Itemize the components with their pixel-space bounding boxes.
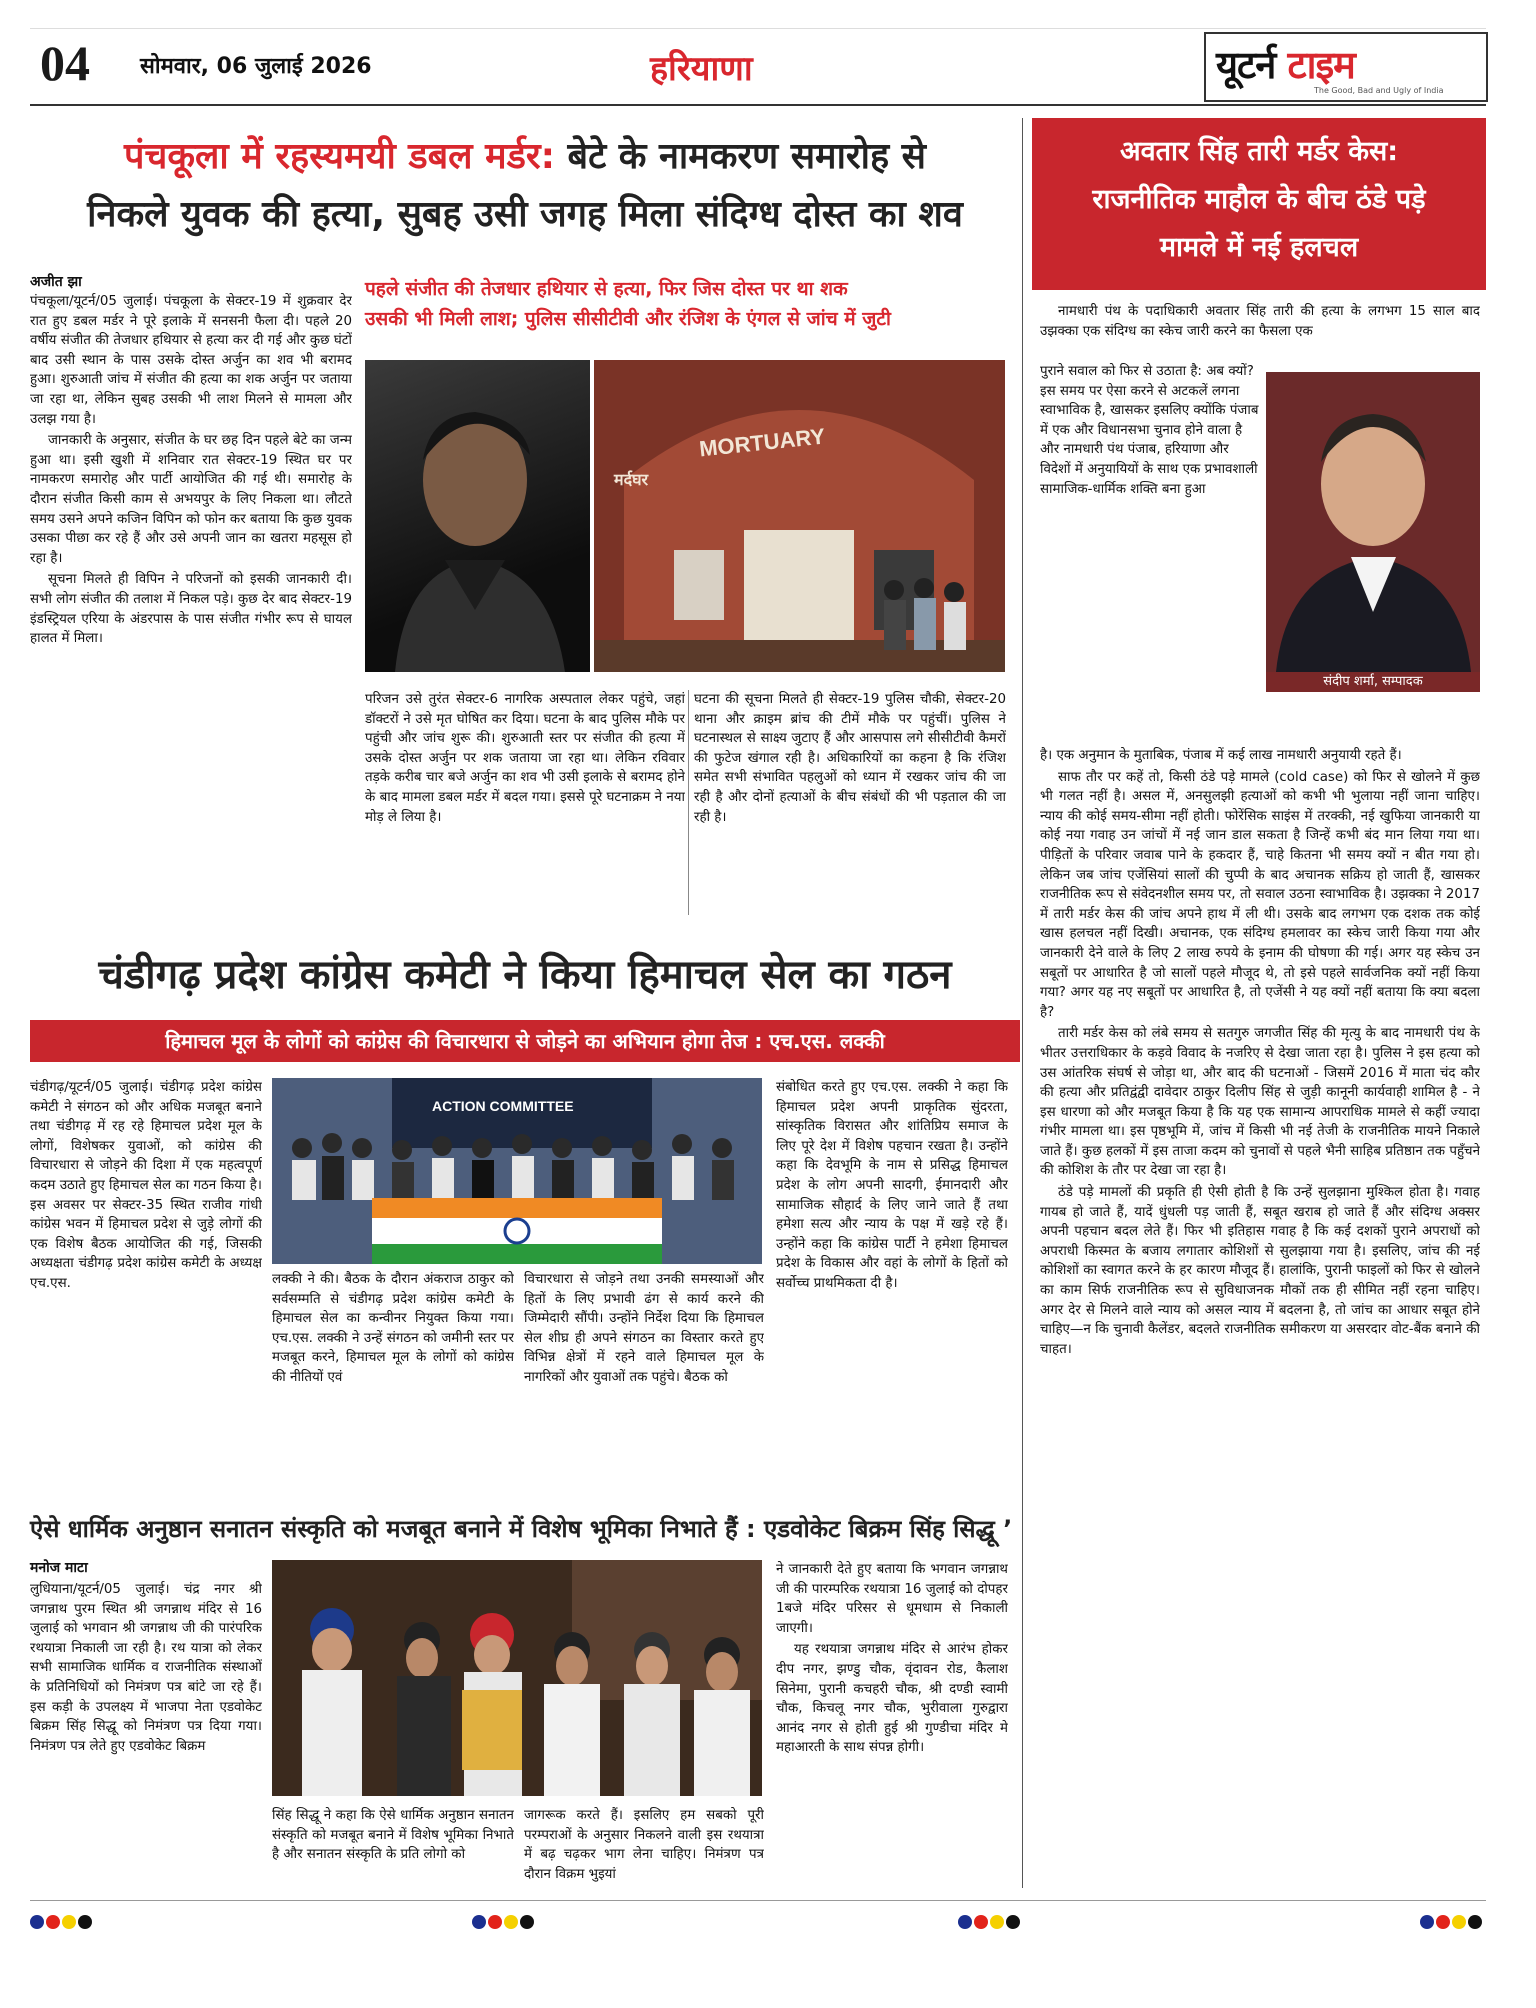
story1-subhead-line1: पहले संजीत की तेजधार हथियार से हत्या, फिर जिस दोस्त पर था शक	[365, 278, 848, 300]
logo-word-1: यूटर्न	[1216, 43, 1276, 87]
editorial-para-2: साफ तौर पर कहें तो, किसी ठंडे पड़े मामले (cold case) को फिर से खोलने में कुछ भी गलत नहीं है। असल में, अनसुलझी हत्याओं को कभी भी भुलाया नहीं जाना चाहिए। न्याय की कोई समय-सीमा नहीं होती। फोरेंसिक साइंस में तरक्की, नई खुफिया जानकारी या कोई नया गवाह उन जांचों में नई जान डाल सकता है जिन्हें कभी बंद मान लिया गया था। पीड़ितों के परिवार जवाब पाने के हकदार हैं, चाहे कितना भी समय क्यों न बीत गया हो। लेकिन जब जांच एजेंसियां सालों की चुप्पी के बाद अचानक सक्रिय हो जाती हैं, खासकर राजनीतिक रूप से संवेदनशील समय पर, तो सवाल उठना स्वाभाविक है। उझक्का ने 2017 में तारी मर्डर केस की जांच अपने हाथ में ली थी। उसके बाद लगभग एक दशक तक कोई खास हलचल नहीं दिखी। अचानक, एक संदिग्ध हमलावर का स्केच जारी किया गया और जानकारी देने वाले के लिए 2 लाख रुपये के इनाम की घोषणा की गई। अगर यह स्केच उन सबूतों पर आधारित है जो सालों पहले मौजूद थे, तो इसे पहले सार्वजनिक क्यों नहीं किया गया? अगर यह नए सबूतों पर आधारित है, तो एजेंसी ने यह क्यों नहीं बताया कि क्या बदला है?	[1040, 769, 1480, 1020]
story1-para-2: जानकारी के अनुसार, संजीत के घर छह दिन पहले बेटे का जन्म हुआ था। इसी खुशी में शनिवार रात सेक्टर-19 स्थित घर पर नामकरण समारोह और पार्टी आयोजित की गई थी। समारोह के दौरान संजीत किसी काम से अभयपुर के लिए निकला था। लौटते समय उसने अपने कजिन विपिन को फोन कर बताया कि कुछ युवक उसका पीछा कर रहे हैं और उसे अपनी जान का खतरा महसूस हो रहा है।	[30, 433, 352, 566]
story3-column-3	[524, 1806, 764, 1886]
page-number: 04	[40, 35, 90, 91]
logo-word-2: टाइम	[1287, 43, 1355, 87]
editor-portrait-illustration	[1266, 372, 1480, 672]
story2-headline: चंडीगढ़ प्रदेश कांग्रेस कमेटी ने किया हिमाचल सेल का गठन	[98, 952, 952, 998]
story3-para-5: यह रथयात्रा जगन्नाथ मंदिर से आरंभ होकर दीप नगर, झण्डु चौक, वृंदावन रोड, कैलाश सिनेमा, पुरानी कचहरी चौक, श्री दण्डी स्वामी चौक, किचलू नगर चौक, भुरीवाला गुरुद्वारा आनंद नगर से होती हुई श्री गुण्डीचा मंदिर मे महाआरती के साथ संपन्न होगी।	[776, 1642, 1008, 1756]
editorial-headline-line3: मामले में नई हलचल	[1159, 232, 1359, 263]
invitation-photo	[272, 1560, 762, 1796]
story1-para-1: पंचकूला/यूटर्न/05 जुलाई। पंचकूला के सेक्टर-19 में शुक्रवार देर रात हुए डबल मर्डर ने पूरे इलाके में सनसनी फैला दी। पहले 20 वर्षीय संजीत की तेजधार हथियार से हत्या कर दी गई और कुछ घंटों बाद उसी स्थान के पास उसके दोस्त अर्जुन का शव भी बरामद हुआ। शुरुआती जांच में संजीत की हत्या का शक अर्जुन पर जताया जा रहा था, लेकिन सुबह उसकी भी लाश मिलने से मामला और उलझ गया है।	[30, 294, 352, 427]
mortuary-building-illustration	[594, 360, 1005, 672]
invitation-group-illustration	[272, 1560, 762, 1796]
color-dot	[1420, 1915, 1434, 1929]
story2-column-4	[776, 1078, 1008, 1488]
editor-photo-caption: संदीप शर्मा, सम्पादक	[1266, 672, 1480, 692]
meeting-banner-text: ACTION COMMITTEE	[432, 1098, 574, 1114]
story3-byline: मनोज माटा	[30, 1560, 88, 1576]
editorial-headline-line1: अवतार सिंह तारी मर्डर केस:	[1119, 136, 1399, 167]
mortuary-photo	[594, 360, 1005, 672]
color-dot	[958, 1915, 972, 1929]
footer-color-dots-right	[958, 1914, 1022, 1933]
story1-byline: अजीत झा	[30, 274, 82, 290]
editorial-intro	[1040, 302, 1480, 362]
story2-column-2	[272, 1270, 514, 1490]
footer-rule	[30, 1900, 1486, 1901]
story1-column-3	[694, 690, 1006, 920]
editorial-headline-line2: राजनीतिक माहौल के बीच ठंडे पड़े	[1092, 184, 1426, 215]
color-dot	[30, 1915, 44, 1929]
color-dot	[46, 1915, 60, 1929]
color-dot	[974, 1915, 988, 1929]
mortuary-sign: MORTUARY	[697, 423, 827, 462]
story2-para-1: चंडीगढ़/यूटर्न/05 जुलाई। चंडीगढ़ प्रदेश कांग्रेस कमेटी ने संगठन को और अधिक मजबूत बनाने तथा चंडीगढ़ में रह रहे हिमाचल प्रदेश मूल के लोगों, विशेषकर युवाओं, को कांग्रेस की विचारधारा से जोड़ने की दिशा में एक महत्वपूर्ण कदम उठाते हुए हिमाचल सेल का गठन किया है। इस अवसर पर सेक्टर-35 स्थित राजीव गांधी कांग्रेस भवन में हिमाचल प्रदेश से जुड़े लोगों की एक विशेष बैठक आयोजित की गई, जिसकी अध्यक्षता चंडीगढ़ प्रदेश कांग्रेस कमेटी के अध्यक्ष एच.एस.	[30, 1080, 262, 1291]
issue-date: सोमवार, 06 जुलाई 2026	[140, 54, 372, 79]
story1-subhead	[365, 274, 1005, 334]
editorial-headline	[1032, 118, 1486, 290]
story1-para-4: परिजन उसे तुरंत सेक्टर-6 नागरिक अस्पताल लेकर पहुंचे, जहां डॉक्टरों ने उसे मृत घोषित कर दिया। घटना के बाद पुलिस मौके पर पहुंची और जांच शुरू की। शुरुआती स्तर पर संजीत की हत्या में उसके दोस्त अर्जुन पर शक जताया जा रहा था। लेकिन रविवार तड़के करीब चार बजे अर्जुन का शव भी उसी इलाके से बरामद होने के बाद मामला डबल मर्डर में बदल गया। इससे पूरे घटनाक्रम ने नया मोड़ ले लिया है।	[365, 692, 685, 825]
story2-para-2: लक्की ने की। बैठक के दौरान अंकराज ठाकुर को सर्वसम्मति से चंडीगढ़ प्रदेश कांग्रेस कमेटी के हिमाचल सेल का कन्वीनर नियुक्त किया गया। एच.एस. लक्की ने उन्हें संगठन को जमीनी स्तर पर मजबूत करने, हिमाचल मूल के लोगों को कांग्रेस की नीतियों एवं	[272, 1272, 514, 1385]
story1-para-5: घटना की सूचना मिलते ही सेक्टर-19 पुलिस चौकी, सेक्टर-20 थाना और क्राइम ब्रांच की टीमें मौके पर पहुंचीं। पुलिस ने घटनास्थल से साक्ष्य जुटाए हैं और आसपास लगे सीसीटीवी कैमरों की फुटेज खंगाल रही है। अधिकारियों का कहना है कि रंजिश समेत सभी संभावित पहलुओं को ध्यान में रखकर जांच की जा रही है और दोनों हत्याओं के बीच संबंधों की भी पड़ताल की जा रही है।	[694, 692, 1006, 825]
footer-color-dots-far-right	[1420, 1914, 1484, 1933]
color-dot	[488, 1915, 502, 1929]
victim-photo	[365, 360, 590, 672]
footer-color-dots-middle	[472, 1914, 536, 1933]
story3-column-1	[30, 1580, 262, 1880]
editorial-para-1a: नामधारी पंथ के पदाधिकारी अवतार सिंह तारी की हत्या के लगभग 15 साल बाद उझक्का एक संदिग्ध का स्केच जारी करने का फैसला एक	[1040, 304, 1480, 339]
congress-meeting-photo	[272, 1078, 762, 1264]
editorial-para-1b: पुराने सवाल को फिर से उठाता है: अब क्यों? इस समय पर ऐसा करने से अटकलें लगना स्वाभाविक है, खासकर इसलिए क्योंकि पंजाब में एक और विधानसभा चुनाव होने वाला है और नामधारी पंथ पंजाब, हरियाणा और विदेशों में अनुयायियों के साथ एक प्रभावशाली सामाजिक-धार्मिक शक्ति बना हुआ	[1040, 364, 1259, 497]
story2-column-1	[30, 1078, 262, 1488]
color-dot	[504, 1915, 518, 1929]
story3-headline: ऐसे धार्मिक अनुष्ठान सनातन संस्कृति को मजबूत बनाने में विशेष भूमिका निभाते हैं : एडवोकेट बिक्रम सिंह सिद्धू ’	[30, 1515, 1013, 1543]
story1-column-1	[30, 292, 352, 922]
color-dot	[62, 1915, 76, 1929]
header-rule	[30, 104, 1486, 106]
story3-para-4: ने जानकारी देते हुए बताया कि भगवान जगन्नाथ जी की पारम्परिक रथयात्रा 16 जुलाई को दोपहर 1बजे मंदिर परिसर से धूमधाम से निकाली जाएगी।	[776, 1562, 1008, 1636]
color-dot	[1468, 1915, 1482, 1929]
story3-para-2: सिंह सिद्धू ने कहा कि ऐसे धार्मिक अनुष्ठान सनातन संस्कृति को मजबूत बनाने में विशेष भूमिका निभाते है और सनातन संस्कृति के प्रति लोगो को	[272, 1808, 514, 1863]
color-dot	[78, 1915, 92, 1929]
story2-column-3	[524, 1270, 764, 1490]
story1-headline-part2: निकले युवक की हत्या, सुबह उसी जगह मिला संदिग्ध दोस्त का शव	[87, 194, 963, 235]
story3-para-3: जागरूक करते हैं। इसलिए हम सबको पूरी परम्पराओं के अनुसार निकलने वाली इस रथयात्रा में बढ़ चढ़कर भाग लेना चाहिए। निमंत्रण पत्र दौरान विक्रम भुइयां	[524, 1808, 764, 1882]
color-dot	[1452, 1915, 1466, 1929]
story2-para-4: संबोधित करते हुए एच.एस. लक्की ने कहा कि हिमाचल प्रदेश अपनी प्राकृतिक सुंदरता, सांस्कृतिक विरासत और शांतिप्रिय समाज के लिए पूरे देश में विशेष पहचान रखता है। उन्होंने कहा कि देवभूमि के नाम से प्रसिद्ध हिमाचल प्रदेश के लोग अपनी सादगी, ईमानदारी और सामाजिक सौहार्द के लिए जाने जाते हैं तथा हमेशा सत्य और न्याय के पक्ष में खड़े रहे हैं। उन्होंने कहा कि कांग्रेस पार्टी ने हमेशा हिमाचल प्रदेश के विकास और वहां के लोगों के हितों को सर्वोच्च प्राथमिकता दी है।	[776, 1080, 1008, 1291]
story1-headline-part1: बेटे के नामकरण समारोह से	[567, 136, 926, 177]
editorial-para-4: ठंडे पड़े मामलों की प्रकृति ही ऐसी होती है कि उन्हें सुलझाना मुश्किल होता है। गवाह गायब हो जाते हैं, यादें धुंधली पड़ जाती हैं, सबूत खराब हो जाते हैं और संदिग्ध अक्सर अपनी पहचान बदल लेते हैं। फिर भी इतिहास गवाह है कि कई दशकों पुराने अपराधों को अपराधी किस्मत के बजाय लगातार कोशिशों से सुलझाया गया है। इसलिए, जांच की नई कोशिशों का स्वागत करने के हर कारण मौजूद हैं। हालांकि, पुरानी फाइलों को फिर से खोलने का काम सिर्फ राजनीतिक रूप से सुविधाजनक मौकों तक ही सीमित नहीं रहना चाहिए। अगर देर से मिलने वाले न्याय को असल न्याय में बदलना है, तो जांच का आधार सबूत होने चाहिए—न कि चुनावी कैलेंडर, बदलते राजनीतिक समीकरण या असरदार वोट-बैंक बनाने की चाहत।	[1040, 1185, 1480, 1357]
story1-headline	[30, 128, 1020, 244]
story3-para-1: लुधियाना/यूटर्न/05 जुलाई। चंद्र नगर श्री जगन्नाथ पुरम स्थित श्री जगन्नाथ मंदिर से 16 जुलाई को भगवान श्री जगन्नाथ जी की पारंपरिक रथयात्रा निकाली जा रही है। रथ यात्रा को लेकर सभी सामाजिक धार्मिक व राजनीतिक संस्थाओं के प्रतिनिधियों को निमंत्रण पत्र बांटे जा रहे हैं। इस कड़ी के उपलक्ष्य में भाजपा नेता एडवोकेट बिक्रम सिंह सिद्धू को निमंत्रण पत्र दिया गया। निमंत्रण पत्र लेते हुए एडवोकेट बिक्रम	[30, 1582, 262, 1754]
color-dot	[472, 1915, 486, 1929]
story1-para-3: सूचना मिलते ही विपिन ने परिजनों को इसकी जानकारी दी। सभी लोग संजीत की तलाश में निकल पड़े। कुछ देर बाद सेक्टर-19 इंडस्ट्रियल एरिया के अंडरपास के पास संजीत गंभीर रूप से घायल हालत में मिला।	[30, 572, 352, 647]
story1-subhead-line2: उसकी भी मिली लाश; पुलिस सीसीटीवी और रंजिश के एंगल से जांच में जुटी	[365, 308, 891, 330]
section-title: हरियाणा	[650, 49, 753, 89]
victim-portrait-illustration	[365, 360, 590, 672]
color-dot	[990, 1915, 1004, 1929]
editorial-para-1c: है। एक अनुमान के मुताबिक, पंजाब में कई लाख नामधारी अनुयायी रहते हैं।	[1040, 748, 1402, 763]
footer-color-dots-left	[30, 1914, 94, 1933]
story2-subhead: हिमाचल मूल के लोगों को कांग्रेस की विचारधारा से जोड़ने का अभियान होगा तेज : एच.एस. लक्की	[30, 1020, 1020, 1062]
color-dot	[1436, 1915, 1450, 1929]
editorial-body	[1040, 746, 1480, 1888]
story2-para-3: विचारधारा से जोड़ने तथा उनकी समस्याओं और हितों के लिए प्रभावी ढंग से कार्य करने की जिम्मेदारी सौंपी। उन्होंने निर्देश दिया कि हिमाचल सेल शीघ्र ही अपने संगठन का विस्तार करते हुए विभिन्न क्षेत्रों में रहने वाले हिमाचल मूल के नागरिकों और युवाओं तक पहुंचे। बैठक को	[524, 1272, 764, 1385]
color-dot	[520, 1915, 534, 1929]
logo-tagline: The Good, Bad and Ugly of India	[1314, 86, 1444, 95]
masthead-logo	[1204, 32, 1488, 102]
editorial-para-3: तारी मर्डर केस को लंबे समय से सतगुरु जगजीत सिंह की मृत्यु के बाद नामधारी पंथ के भीतर उत्तराधिकार के कड़वे विवाद के नजरिए से देखा जाता रहा है। पुलिस ने इस हत्या को उस आंतरिक संघर्ष से जोड़ा था, और बाद की घटनाओं - जिसमें 2016 में माता चंद कौर की हत्या और प्रतिद्वंद्वी दावेदार ठाकुर दिलीप सिंह से जुड़ी कानूनी कार्यवाही शामिल है - ने इस धारणा को और मजबूत किया है कि यह एक सामान्य आपराधिक मामले से कहीं ज्यादा गंभीर मामला था। इस पृष्ठभूमि में, जांच में किसी भी नई तेजी के राजनीतिक मायने निकाले जाते हैं। कुछ हलकों में इस ताजा कदम को चुनावों से पहले भैनी साहिब प्रतिष्ठान तक पहुँचने की कोशिश के तौर पर देखा जा रहा है।	[1040, 1026, 1480, 1179]
story3-column-4	[776, 1560, 1008, 1885]
editorial-divider	[1022, 118, 1023, 1888]
editor-photo	[1266, 372, 1480, 692]
column-divider	[688, 690, 689, 915]
story1-headline-red: पंचकूला में रहस्यमयी डबल मर्डर:	[124, 136, 568, 177]
story3-column-2	[272, 1806, 514, 1886]
mortuary-sign-hindi: मर्दघर	[614, 470, 649, 489]
color-dot	[1006, 1915, 1020, 1929]
story1-column-2	[365, 690, 685, 920]
editorial-side-column	[1040, 362, 1260, 746]
